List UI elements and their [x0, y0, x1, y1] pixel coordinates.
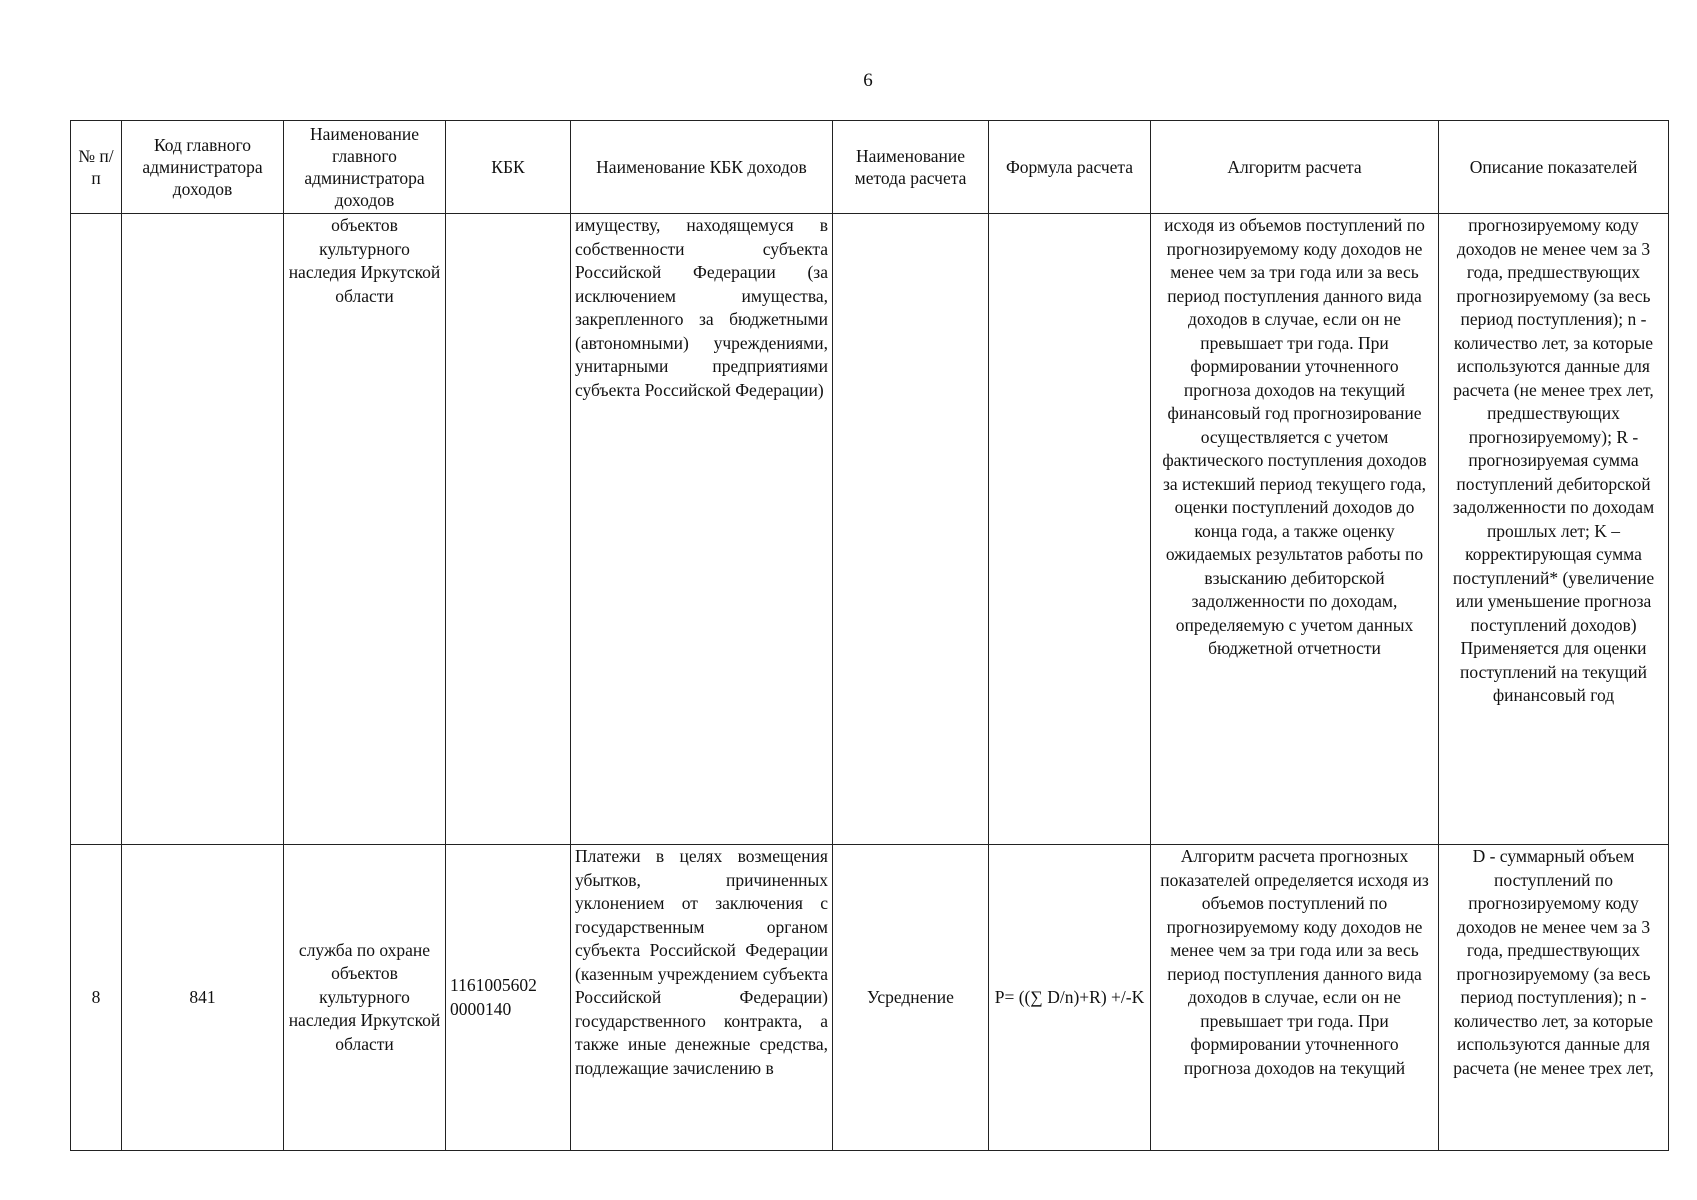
table-row [71, 845, 1669, 1151]
cell-description: D - суммарный объем поступлений по прогнозируемому коду доходов не менее чем за 3 года, предшествующих прогнозируемому (за весь период поступления); n - количество лет, за которые используются данные для расчета (не менее трех лет, [1439, 845, 1669, 1151]
cell-num: 8 [71, 845, 122, 1151]
cell-kbk: 1161005602 0000140 [446, 845, 571, 1151]
header-kbk-name: Наименование КБК доходов [571, 121, 833, 214]
cell-kbk-name: Платежи в целях возмещения убытков, причиненных уклонением от заключения с государственным органом субъекта Российской Федерации (казенным учреждением субъекта Российской Федерации) государственного контракта, а также иные денежные средства, подлежащие зачислению в [571, 845, 833, 1151]
cell-formula [989, 214, 1151, 845]
cell-method [833, 214, 989, 845]
cell-kbk [446, 214, 571, 845]
revenue-methods-table [70, 120, 1669, 1151]
table-row [71, 214, 1669, 845]
cell-admin-code [122, 214, 284, 845]
header-row [71, 121, 1669, 214]
header-description: Описание показателей [1439, 121, 1669, 214]
cell-method: Усреднение [833, 845, 989, 1151]
cell-description: прогнозируемому коду доходов не менее чем за 3 года, предшествующих прогнозируемому (за весь период поступления); n - количество лет, за которые используются данные для расчета (не менее трех лет, предшествующих прогнозируемому); R - прогнозируемая сумма поступлений дебиторской задолженности по доходам прошлых лет; K – корректирующая сумма поступлений* (увеличение или уменьшение прогноза поступлений доходов) Применяется для оценки поступлений на текущий финансовый год [1439, 214, 1669, 845]
cell-num [71, 214, 122, 845]
header-kbk: КБК [446, 121, 571, 214]
cell-algorithm: исходя из объемов поступлений по прогнозируемому коду доходов не менее чем за три года или за весь период поступления данного вида доходов в случае, если он не превышает три года. При формировании уточненного прогноза доходов на текущий финансовый год прогнозирование осуществляется с учетом фактического поступления доходов за истекший период текущего года, оценки поступлений доходов до конца года, а также оценку ожидаемых результатов работы по взысканию дебиторской задолженности по доходам, определяемую с учетом данных бюджетной отчетности [1151, 214, 1439, 845]
cell-admin-name: объектов культурного наследия Иркутской области [284, 214, 446, 845]
cell-admin-code: 841 [122, 845, 284, 1151]
header-formula: Формула расчета [989, 121, 1151, 214]
cell-kbk-name: имуществу, находящемуся в собственности субъекта Российской Федерации (за исключением имущества, закрепленного за бюджетными (автономными) учреждениями, унитарными предприятиями субъекта Российской Федерации) [571, 214, 833, 845]
page-number: 6 [863, 70, 873, 91]
header-algorithm: Алгоритм расчета [1151, 121, 1439, 214]
header-admin-name: Наименование главного администратора доходов [284, 121, 446, 214]
header-admin-code: Код главного администратора доходов [122, 121, 284, 214]
header-method: Наименование метода расчета [833, 121, 989, 214]
cell-algorithm: Алгоритм расчета прогнозных показателей определяется исходя из объемов поступлений по прогнозируемому коду доходов не менее чем за три года или за весь период поступления данного вида доходов в случае, если он не превышает три года. При формировании уточненного прогноза доходов на текущий [1151, 845, 1439, 1151]
cell-formula: P= ((∑ D/n)+R) +/-K [989, 845, 1151, 1151]
header-num: № п/п [71, 121, 122, 214]
cell-admin-name: служба по охране объектов культурного наследия Иркутской области [284, 845, 446, 1151]
